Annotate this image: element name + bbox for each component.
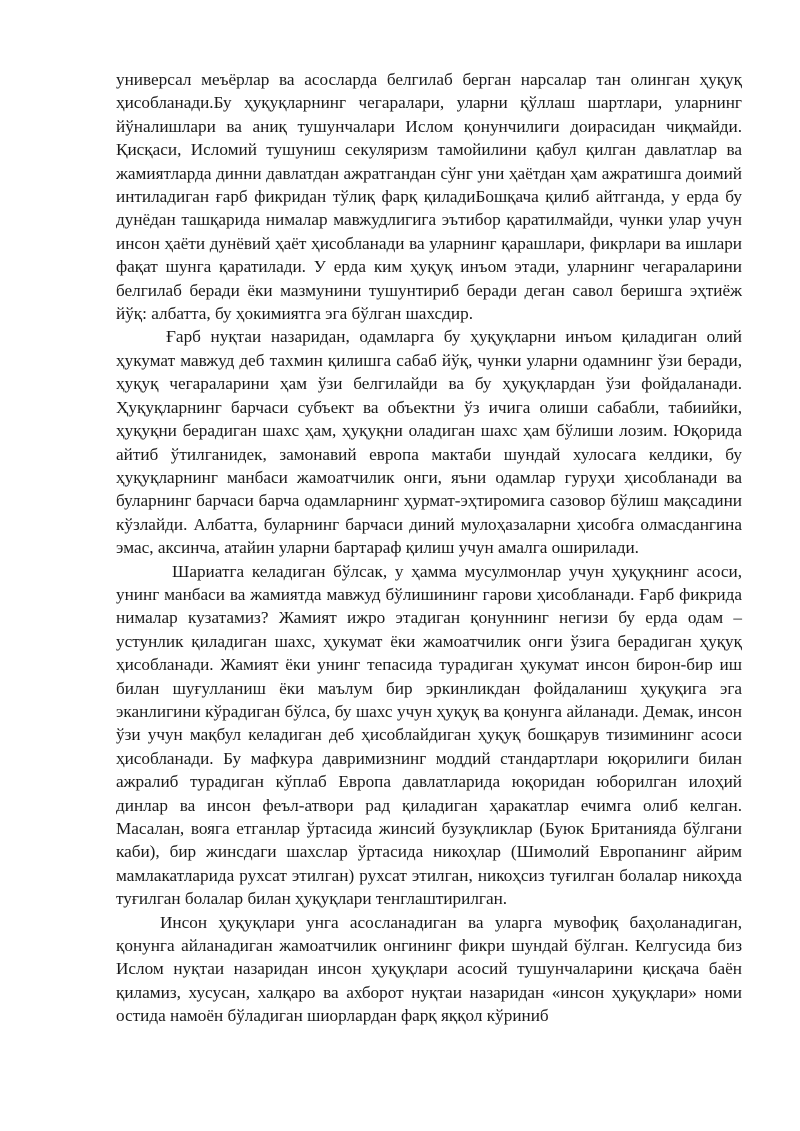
paragraph-2: Ғарб нуқтаи назаридан, одамларга бу ҳуқуқларни инъом қиладиган олий ҳукумат мавжуд деб тахмин қилишга сабаб йўқ, чунки уларни одамнинг ўзи беради, ҳуқуқ чегараларини ҳам ўзи белгилайди ва бу ҳуқуқлардан ўзи фойдаланади. Ҳуқуқларнинг барчаси субъект ва объектни ўз ичига олиши сабабли, табиийки, ҳуқуқни берадиган шахс ҳам, ҳуқуқни оладиган шахс ҳам бўлиши лозим. Юқорида айтиб ўтилганидек, замонавий европа мактаби шундай хулосага келдики, бу ҳуқуқларнинг манбаси жамоатчилик онги, яъни одамлар гуруҳи ҳисобланади ва буларнинг барчаси барча одамларнинг ҳурмат-эҳтиромига сазовор бўлиш мақсадини кўзлайди. Албатта, буларнинг барчаси диний мулоҳазаларни ҳисобга олмасдангина эмас, аксинча, атайин уларни бартараф қилиш учун амалга оширилади.: [116, 327, 742, 558]
document-page: [116, 68, 742, 1028]
paragraph-3: Шариатга келадиган бўлсак, у ҳамма мусулмонлар учун ҳуқуқнинг асоси, унинг манбаси ва жамиятда мавжуд бўлишининг гарови ҳисобланади. Ғарб фикрида нималар кузатамиз? Жамият ижро этадиган қонуннинг негизи бу ерда одам – устунлик қиладиган шахс, ҳукумат ёки жамоатчилик онги ўзига берадиган ҳуқуқ ҳисобланади. Жамият ёки унинг тепасида турадиган ҳукумат инсон бирон-бир иш билан шуғулланиш ёки маълум бир эркинликдан фойдаланиш ҳуқуқига эга эканлигини кўрадиган бўлса, бу шахс учун ҳуқуқ ва қонунга айланади. Демак, инсон ўзи учун мақбул келадиган деб ҳисоблайдиган ҳуқуқ бошқарув тизимининг асоси ҳисобланади. Бу мафкура давримизнинг моддий стандартлари юқорилиги билан ажралиб турадиган кўплаб Европа давлатларида юқоридан юборилган илоҳий динлар ва инсон феъл-атвори рад қиладиган ҳаракатлар ечимга олиб келган. Масалан, вояга етганлар ўртасида жинсий бузуқликлар (Буюк Британияда бўлгани каби), бир жинсдаги шахслар ўртасида никоҳлар (Шимолий Европанинг айрим мамлакатларида рухсат этилган) рухсат этилган, никоҳсиз туғилган болалар никоҳда туғилган болалар билан ҳуқуқлари тенглаштирилган.: [116, 561, 742, 909]
paragraph-1: универсал меъёрлар ва асосларда белгилаб берган нарсалар тан олинган ҳуқуқ ҳисобланади.Бу ҳуқуқларнинг чегаралари, уларни қўллаш шартлари, уларнинг йўналишлари ва аниқ тушунчалари Ислом қонунчилиги доирасидан чиқмайди. Қисқаси, Исломий тушуниш секуляризм тамойилини қабул қилган давлатлар ва жамиятларда динни давлатдан ажратгандан сўнг уни ҳаётдан ҳам ажратишга доимий интиладиган ғарб фикридан тўлиқ фарқ қиладиБошқача қилиб айтганда, у ерда бу дунёдан ташқарида нималар мавжудлигига эътибор қаратилмайди, чунки улар учун инсон ҳаёти дунёвий ҳаёт ҳисобланади ва уларнинг қарашлари, фикрлари ва ишлари фақат шунга қаратилади. У ерда ким ҳуқуқ инъом этади, уларнинг чегараларини белгилаб беради ёки мазмунини тушунтириб беради деган савол беришга эҳтиёж йўқ: албатта, бу ҳокимиятга эга бўлган шахсдир.: [116, 70, 742, 324]
paragraph-4: Инсон ҳуқуқлари унга асосланадиган ва уларга мувофиқ баҳоланадиган, қонунга айланадиган жамоатчилик онгининг фикри шундай бўлган. Келгусида биз Ислом нуқтаи назаридан инсон ҳуқуқлари асосий тушунчаларини қисқача баён қиламиз, хусусан, халқаро ва ахборот нуқтаи назаридан «инсон ҳуқуқлари» номи остида намоён бўладиган шиорлардан фарқ яққол кўриниб: [116, 912, 742, 1026]
